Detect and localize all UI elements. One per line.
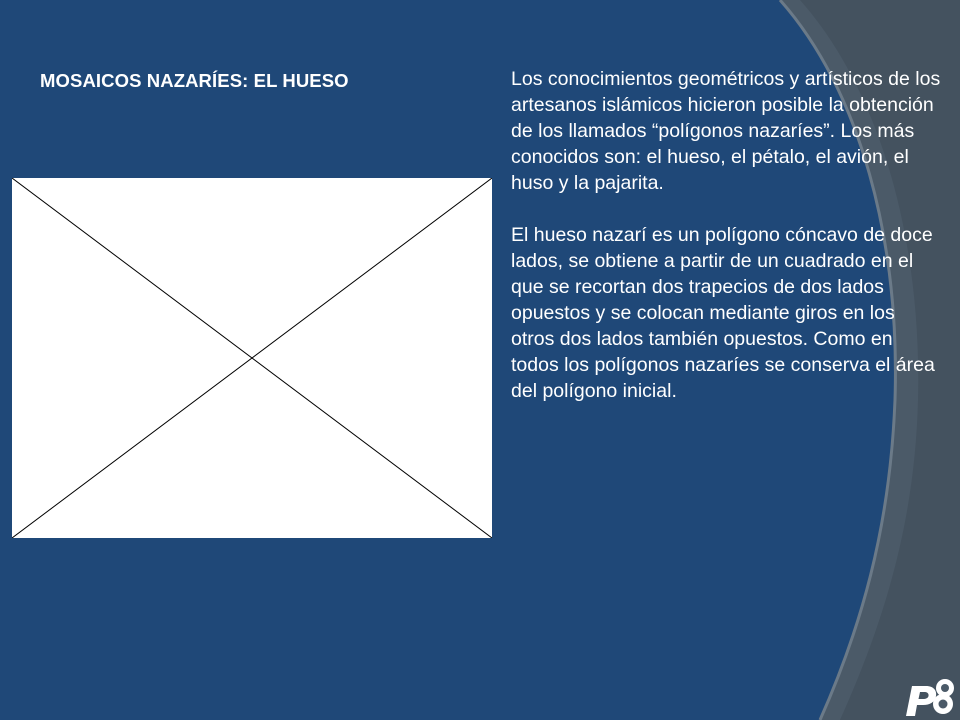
p8-logo-icon xyxy=(902,672,958,718)
body-text xyxy=(511,66,943,430)
paragraph-intro: Los conocimientos geométricos y artísticos de los artesanos islámicos hicieron posible la obtención de los llamados “polígonos nazaríes”. Los más conocidos son: el hueso, el pétalo, el avión, el huso y la pajarita. xyxy=(511,68,941,194)
image-placeholder xyxy=(12,178,492,538)
slide-title: MOSAICOS NAZARÍES: EL HUESO xyxy=(40,70,349,91)
paragraph-hueso: El hueso nazarí es un polígono cóncavo de doce lados, se obtiene a partir de un cuadrado en el que se recortan dos trapecios de dos lados opuestos y se colocan mediante giros en los otros dos lados también opuestos. Como en todos los polígonos nazaríes se conserva el área del polígono inicial. xyxy=(511,224,935,402)
missing-image-cross-icon xyxy=(12,178,492,538)
